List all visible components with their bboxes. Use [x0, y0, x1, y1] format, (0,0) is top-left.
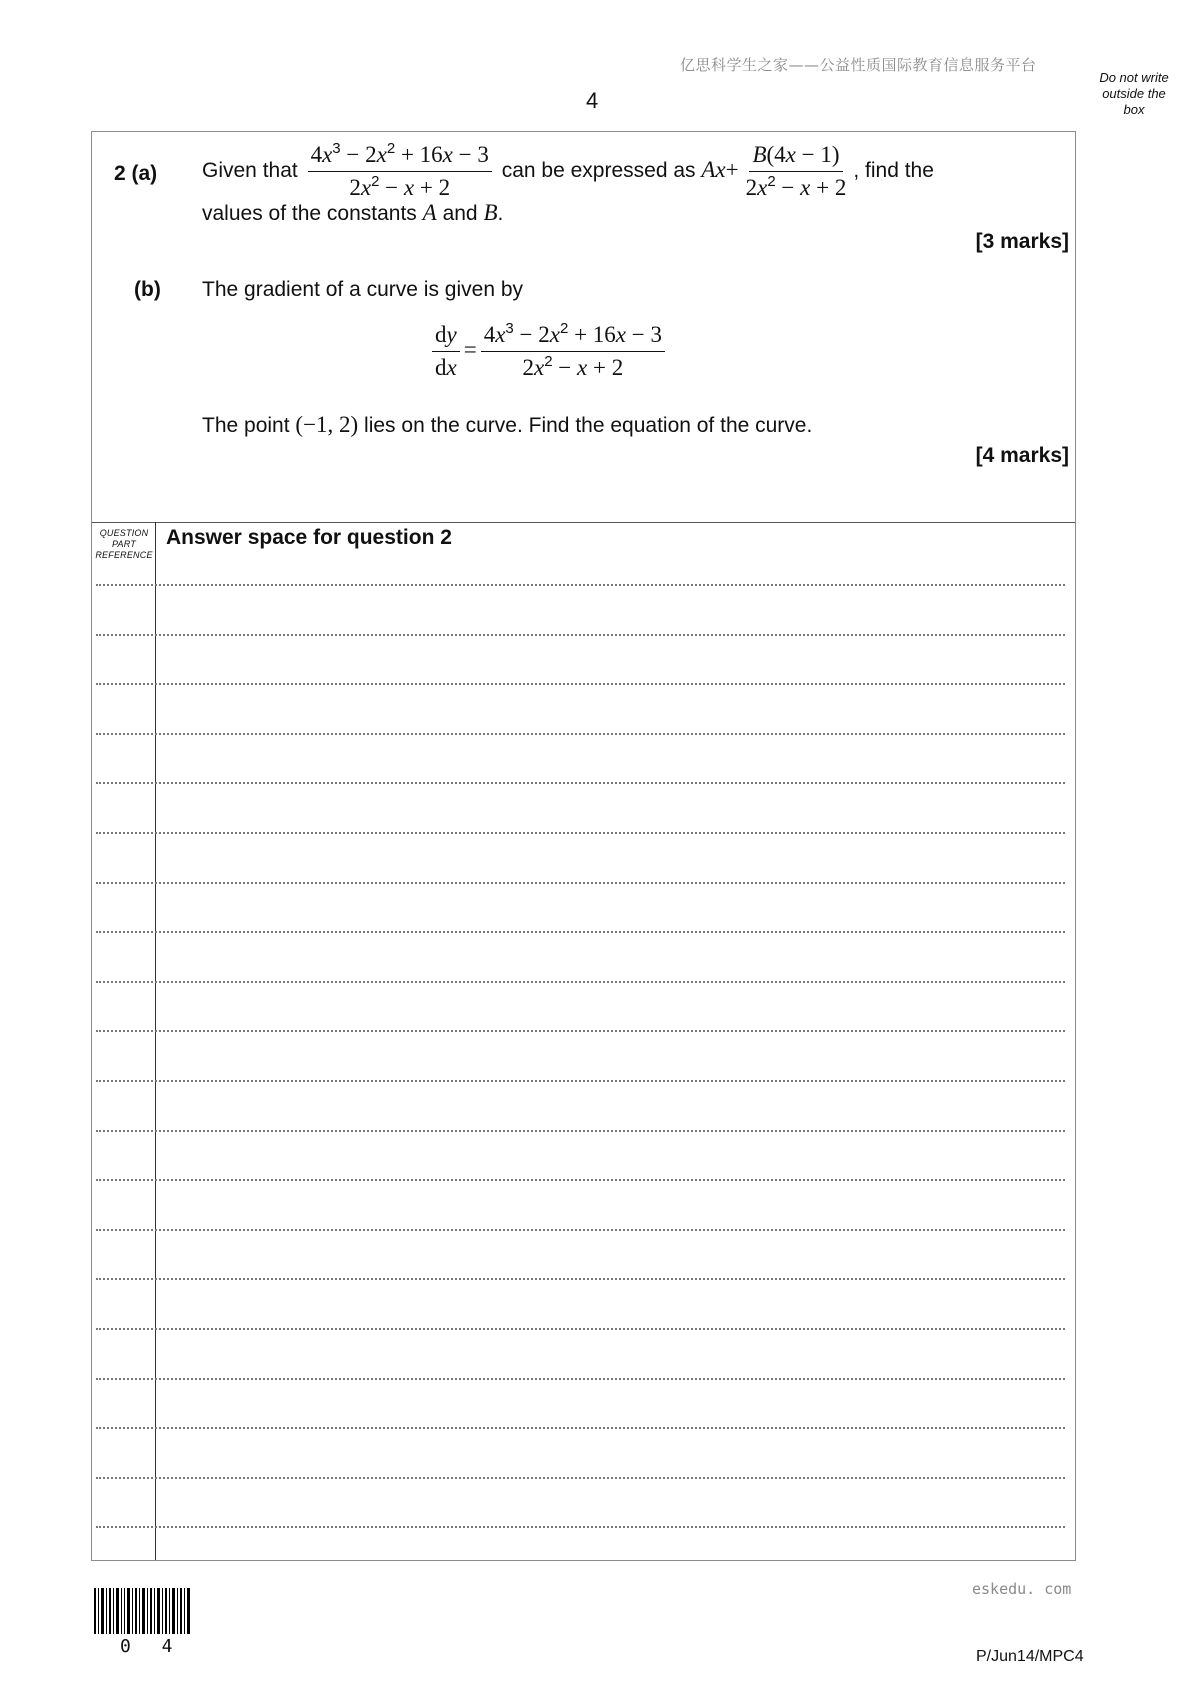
find-the-text: , find the: [853, 159, 934, 183]
answer-line[interactable]: [96, 1378, 1065, 1380]
question-a-line2: values of the constants A and B.: [202, 200, 504, 225]
derivative-equation: $\frac{dy}{dx}$ = $\frac{4x^3 - 2x^2 + 16x - 3}{2x^2 - x + 2}$: [428, 322, 669, 381]
point-coordinates: (−1, 2): [295, 412, 359, 437]
barcode-number: 0 4: [120, 1636, 183, 1657]
exam-frame: [91, 131, 1076, 1561]
answer-line[interactable]: [96, 1179, 1065, 1181]
answer-line[interactable]: [96, 683, 1065, 685]
constant-a: A: [422, 200, 437, 225]
answer-space-title: Answer space for question 2: [166, 526, 452, 549]
answer-line[interactable]: [96, 1328, 1065, 1330]
answer-line[interactable]: [96, 931, 1065, 933]
header-watermark: 亿思科学生之家——公益性质国际教育信息服务平台: [680, 56, 1037, 74]
answer-line[interactable]: [96, 1526, 1065, 1528]
barcode-icon: [94, 1588, 194, 1634]
answer-line[interactable]: [96, 1229, 1065, 1231]
question-a-line1: [202, 142, 934, 201]
marks-b: [4 marks]: [975, 444, 1069, 467]
margin-note-line: Do not write: [1099, 70, 1169, 85]
question-number-a: 2 (a): [114, 162, 158, 185]
fraction-numerator-expression: $\frac{4x^3 - 2x^2 + 16x - 3}{2x^2 - x + 2}$: [308, 142, 492, 201]
fraction-b-expression: $\frac{B(4x - 1)}{2x^2 - x + 2}$: [745, 142, 847, 200]
answer-line[interactable]: [96, 981, 1065, 983]
margin-note-line: box: [1123, 102, 1145, 117]
answer-line[interactable]: [96, 1030, 1065, 1032]
margin-note: [1086, 70, 1182, 118]
given-that-text: Given that: [202, 159, 298, 183]
constant-b: B: [483, 200, 498, 225]
paper-reference: P/Jun14/MPC4: [976, 1648, 1084, 1665]
answer-line[interactable]: [96, 1427, 1065, 1429]
question-number-b: (b): [134, 278, 161, 301]
answer-line[interactable]: [96, 782, 1065, 784]
marks-a: [3 marks]: [975, 230, 1069, 253]
question-reference-column: [92, 522, 156, 1560]
plus-sign: +: [725, 157, 739, 183]
answer-line[interactable]: [96, 1477, 1065, 1479]
answer-line[interactable]: [96, 832, 1065, 834]
answer-line[interactable]: [96, 882, 1065, 884]
answer-line[interactable]: [96, 1130, 1065, 1132]
can-be-expressed-text: can be expressed as: [501, 159, 696, 183]
footer-watermark: eskedu. com: [972, 1580, 1072, 1598]
page-number: 4: [586, 88, 599, 113]
question-b-intro: The gradient of a curve is given by: [202, 278, 524, 301]
answer-line[interactable]: [96, 1080, 1065, 1082]
answer-line[interactable]: [96, 584, 1065, 586]
question-part-reference-label: QUESTION PART REFERENCE: [95, 528, 153, 560]
question-area: [92, 132, 1075, 523]
ax-term: Ax: [701, 157, 726, 183]
question-b-point-text: The point (−1, 2) lies on the curve. Find the equation of the curve.: [202, 412, 813, 437]
answer-line[interactable]: [96, 634, 1065, 636]
margin-note-line: outside the: [1102, 86, 1166, 101]
answer-line[interactable]: [96, 1278, 1065, 1280]
answer-line[interactable]: [96, 733, 1065, 735]
